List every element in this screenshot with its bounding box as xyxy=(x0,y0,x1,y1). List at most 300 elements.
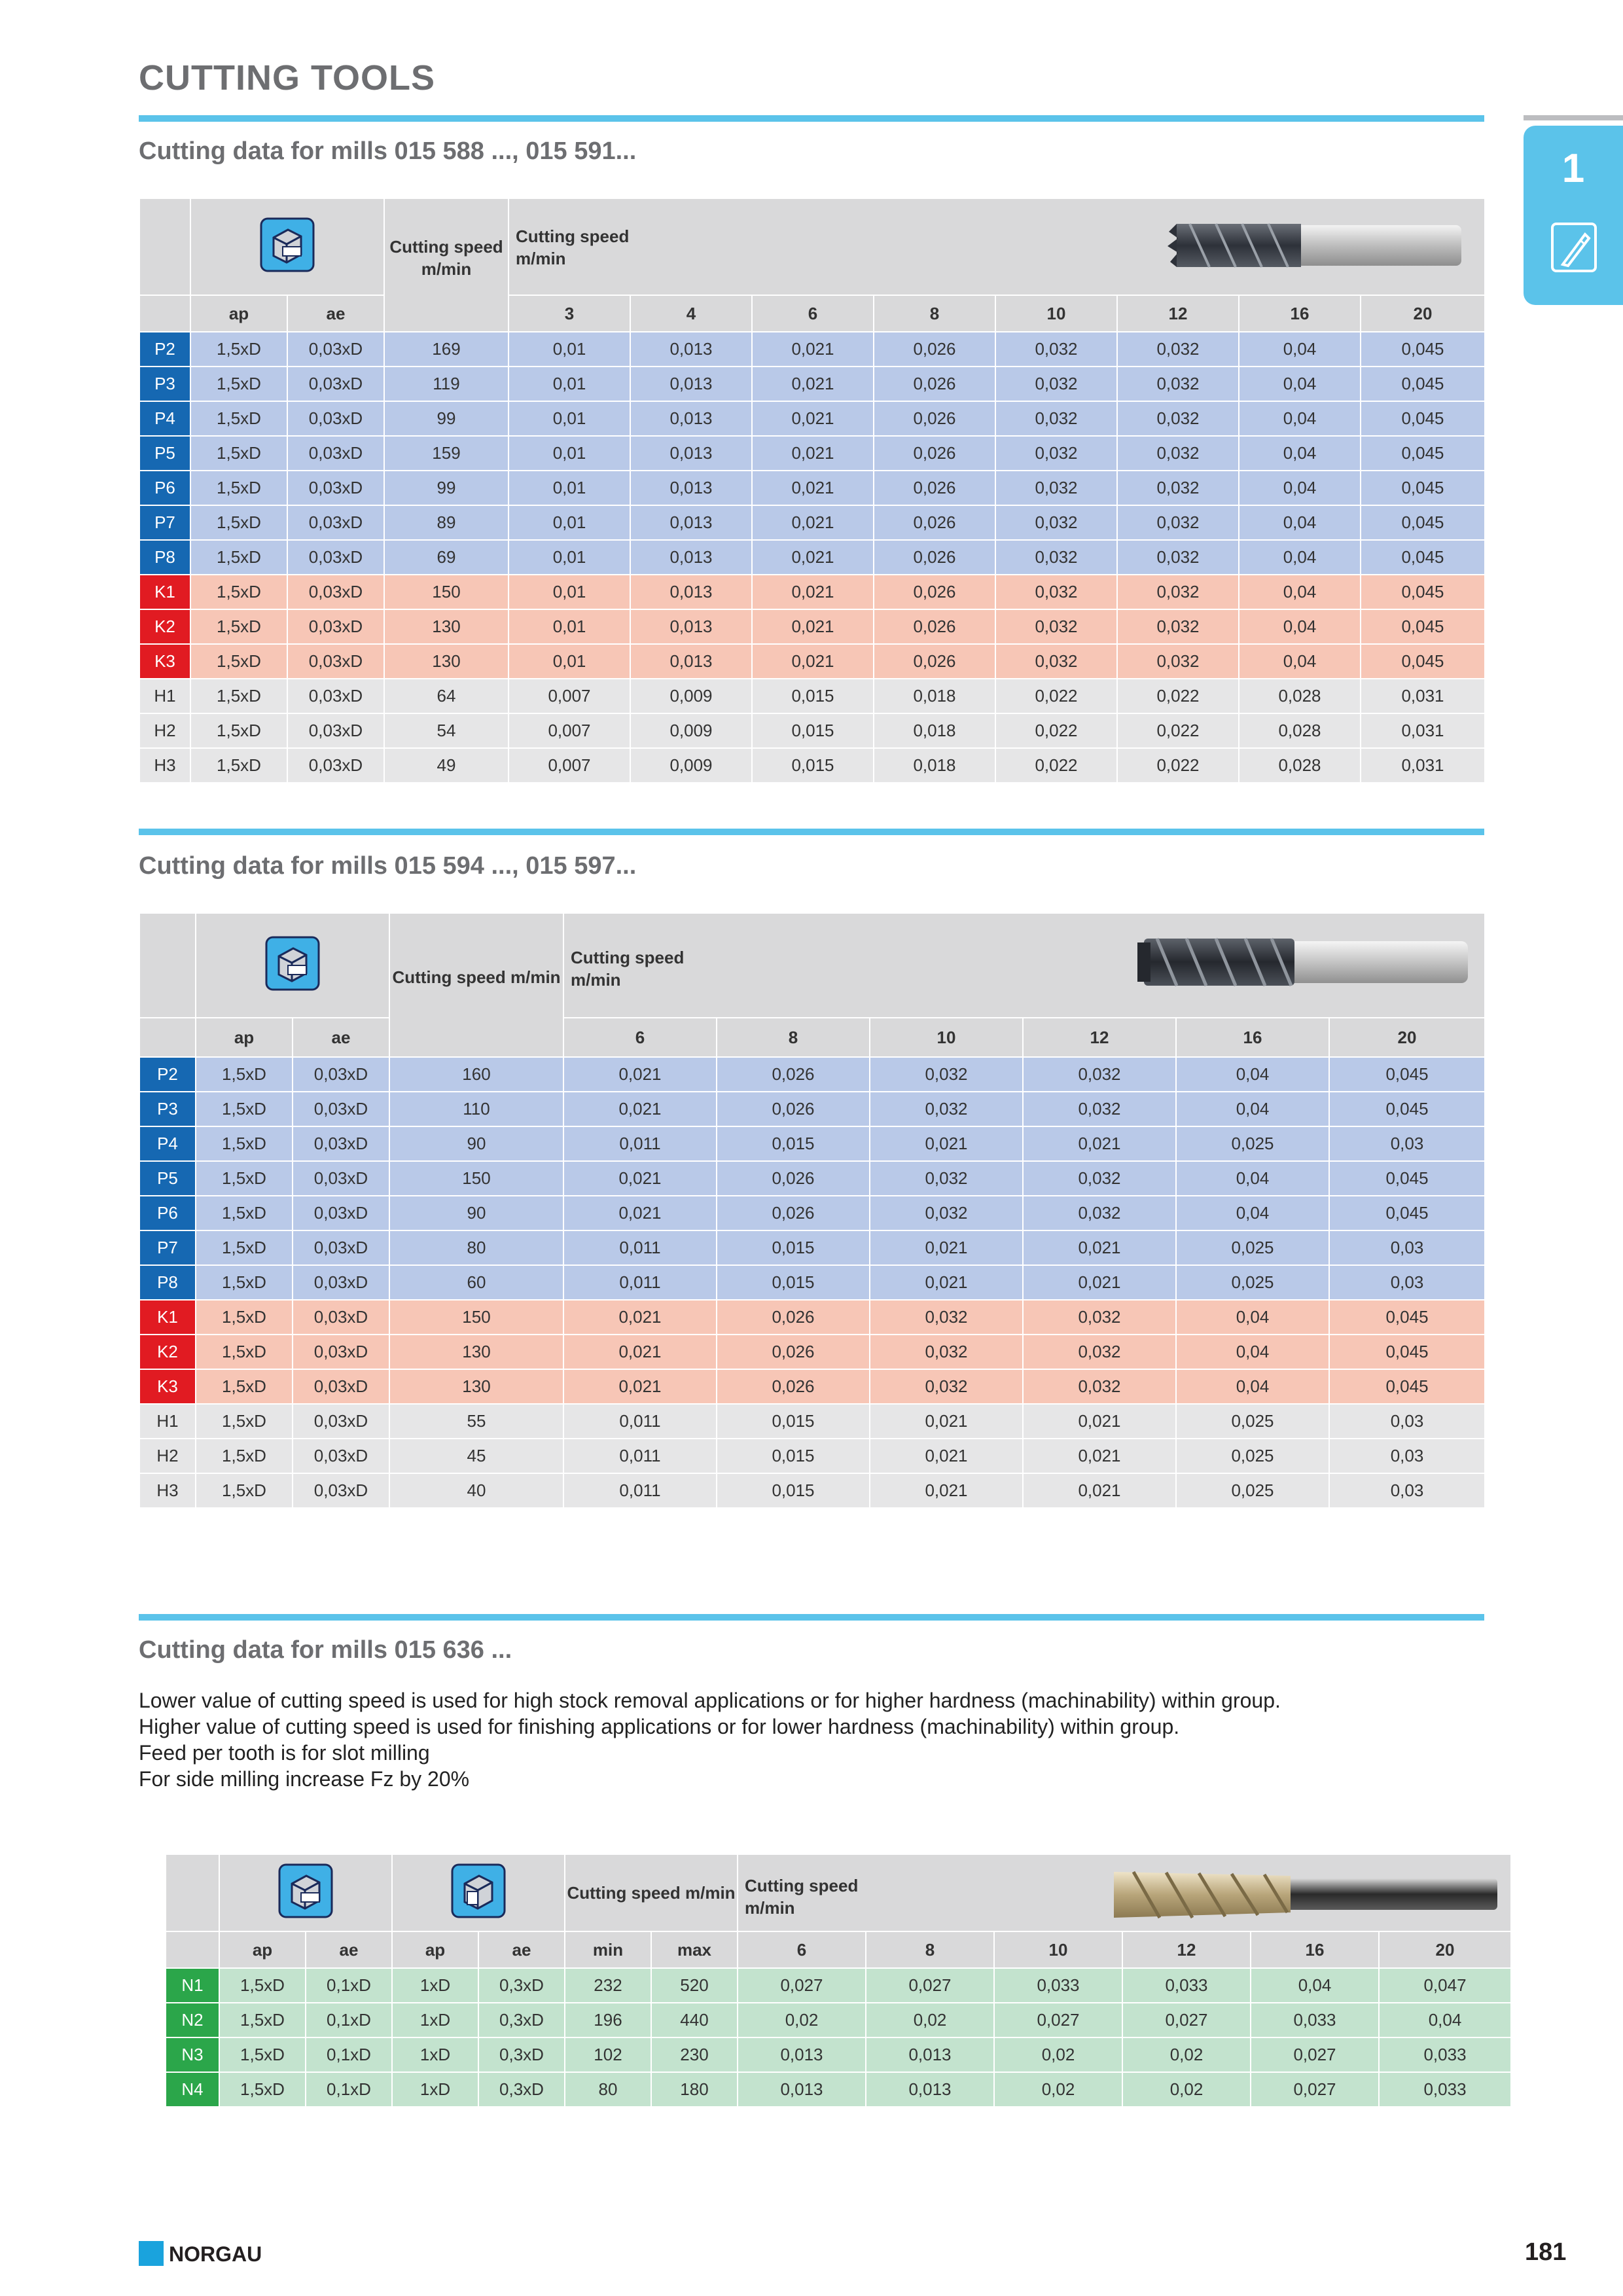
ae-header: ae xyxy=(287,295,384,332)
feed-per-tooth-value: 0,03 xyxy=(1329,1265,1485,1300)
brand-logo: NORGAU xyxy=(169,2242,262,2266)
cutting-speed-value: 150 xyxy=(384,575,508,609)
feed-per-tooth-value: 0,02 xyxy=(994,2072,1122,2107)
cutting-speed-value: 130 xyxy=(384,644,508,679)
feed-per-tooth-value: 0,028 xyxy=(1239,748,1361,783)
feed-per-tooth-value: 0,01 xyxy=(508,505,630,540)
feed-per-tooth-value: 0,04 xyxy=(1176,1369,1329,1404)
ae-value: 0,1xD xyxy=(306,1968,392,2003)
cutting-data-table-3 xyxy=(165,1854,1512,2108)
note-line: Feed per tooth is for slot milling xyxy=(139,1741,430,1765)
feed-per-tooth-value: 0,022 xyxy=(1117,713,1239,748)
ap-value: 1,5xD xyxy=(196,1439,293,1473)
table2-title: Cutting data for mills 015 594 ..., 015 597... xyxy=(139,852,637,880)
feed-per-tooth-value: 0,032 xyxy=(870,1196,1023,1230)
ae-value: 0,1xD xyxy=(306,2072,392,2107)
feed-per-tooth-value: 0,007 xyxy=(508,748,630,783)
ae-value: 0,03xD xyxy=(287,748,384,783)
feed-per-tooth-value: 0,021 xyxy=(752,575,874,609)
feed-per-tooth-value: 0,015 xyxy=(717,1473,870,1508)
material-code: H3 xyxy=(139,1473,196,1508)
feed-per-tooth-value: 0,021 xyxy=(563,1300,717,1335)
feed-per-tooth-value: 0,021 xyxy=(752,644,874,679)
feed-per-tooth-value: 0,026 xyxy=(717,1057,870,1092)
ap-value: 1,5xD xyxy=(190,609,287,644)
ap-value: 1,5xD xyxy=(190,679,287,713)
feed-per-tooth-value: 0,026 xyxy=(874,609,995,644)
table-row xyxy=(139,1057,1485,1092)
feed-per-tooth-value: 0,032 xyxy=(995,332,1117,367)
feed-per-tooth-value: 0,027 xyxy=(738,1968,866,2003)
feed-per-tooth-value: 0,045 xyxy=(1329,1369,1485,1404)
cutting-speed-header: Cutting speed m/min xyxy=(565,1854,738,1931)
ap-value: 1,5xD xyxy=(219,2003,306,2037)
cutting-speed-group-header xyxy=(563,913,1485,1018)
feed-per-tooth-value: 0,013 xyxy=(630,575,752,609)
cutting-speed-min: 80 xyxy=(565,2072,651,2107)
ap-value: 1,5xD xyxy=(219,2072,306,2107)
table-row xyxy=(166,2037,1511,2072)
feed-per-tooth-value: 0,009 xyxy=(630,679,752,713)
feed-per-tooth-value: 0,045 xyxy=(1361,505,1485,540)
feed-per-tooth-value: 0,015 xyxy=(752,713,874,748)
feed-per-tooth-value: 0,04 xyxy=(1176,1300,1329,1335)
feed-per-tooth-value: 0,045 xyxy=(1361,540,1485,575)
feed-per-tooth-value: 0,021 xyxy=(563,1092,717,1126)
feed-per-tooth-value: 0,021 xyxy=(752,540,874,575)
material-code: N3 xyxy=(166,2037,219,2072)
diameter-header: 16 xyxy=(1251,1931,1379,1968)
feed-per-tooth-value: 0,045 xyxy=(1361,332,1485,367)
note-line: For side milling increase Fz by 20% xyxy=(139,1767,470,1791)
feed-per-tooth-value: 0,03 xyxy=(1329,1439,1485,1473)
feed-per-tooth-value: 0,021 xyxy=(752,505,874,540)
feed-per-tooth-value: 0,021 xyxy=(752,436,874,471)
ap-value: 1,5xD xyxy=(190,644,287,679)
ae-value: 0,03xD xyxy=(287,679,384,713)
feed-per-tooth-value: 0,045 xyxy=(1361,436,1485,471)
feed-per-tooth-value: 0,04 xyxy=(1239,644,1361,679)
material-code: P5 xyxy=(139,436,190,471)
ae-value: 0,1xD xyxy=(306,2003,392,2037)
table-row xyxy=(139,1473,1485,1508)
ap-value: 1,5xD xyxy=(196,1126,293,1161)
tool-image-2 xyxy=(1131,927,1471,999)
feed-per-tooth-value: 0,045 xyxy=(1329,1196,1485,1230)
ae-header: ae xyxy=(306,1931,392,1968)
feed-per-tooth-value: 0,04 xyxy=(1176,1335,1329,1369)
feed-per-tooth-value: 0,026 xyxy=(717,1335,870,1369)
feed-per-tooth-value: 0,015 xyxy=(717,1404,870,1439)
material-code: H1 xyxy=(139,1404,196,1439)
material-code: P3 xyxy=(139,1092,196,1126)
feed-per-tooth-value: 0,04 xyxy=(1239,367,1361,401)
cutting-speed-value: 150 xyxy=(389,1161,563,1196)
feed-per-tooth-value: 0,04 xyxy=(1176,1092,1329,1126)
cutting-speed-value: 160 xyxy=(389,1057,563,1092)
feed-per-tooth-value: 0,015 xyxy=(717,1439,870,1473)
table1-title: Cutting data for mills 015 588 ..., 015 591... xyxy=(139,137,637,165)
feed-per-tooth-value: 0,022 xyxy=(995,713,1117,748)
cutting-speed-min: 102 xyxy=(565,2037,651,2072)
ae-value: 0,03xD xyxy=(287,575,384,609)
feed-per-tooth-value: 0,027 xyxy=(1251,2072,1379,2107)
ae-value: 0,03xD xyxy=(293,1092,389,1126)
note-line: Higher value of cutting speed is used for finishing applications or for lower hardness (machinability) within group. xyxy=(139,1715,1180,1738)
feed-per-tooth-value: 0,013 xyxy=(630,540,752,575)
cutting-speed-value: 45 xyxy=(389,1439,563,1473)
feed-per-tooth-value: 0,031 xyxy=(1361,748,1485,783)
material-code: P5 xyxy=(139,1161,196,1196)
ap-header: ap xyxy=(219,1931,306,1968)
material-code: P8 xyxy=(139,1265,196,1300)
feed-per-tooth-value: 0,026 xyxy=(874,367,995,401)
feed-per-tooth-value: 0,027 xyxy=(994,2003,1122,2037)
table2-body xyxy=(139,1057,1485,1508)
ap-value: 1,5xD xyxy=(196,1196,293,1230)
feed-per-tooth-value: 0,01 xyxy=(508,609,630,644)
feed-per-tooth-value: 0,033 xyxy=(1379,2072,1511,2107)
feed-per-tooth-value: 0,032 xyxy=(1023,1057,1176,1092)
feed-per-tooth-value: 0,026 xyxy=(874,471,995,505)
feed-per-tooth-value: 0,045 xyxy=(1361,644,1485,679)
ae-value: 0,03xD xyxy=(287,401,384,436)
feed-per-tooth-value: 0,04 xyxy=(1239,540,1361,575)
feed-per-tooth-value: 0,021 xyxy=(870,1404,1023,1439)
ae-value: 0,03xD xyxy=(287,644,384,679)
ap-value: 1,5xD xyxy=(196,1265,293,1300)
cutting-speed-value: 89 xyxy=(384,505,508,540)
ae-value: 0,3xD xyxy=(478,1968,565,2003)
min-header: min xyxy=(565,1931,651,1968)
cutting-speed-value: 119 xyxy=(384,367,508,401)
feed-per-tooth-value: 0,04 xyxy=(1239,609,1361,644)
ae-value: 0,03xD xyxy=(287,505,384,540)
feed-per-tooth-value: 0,015 xyxy=(752,679,874,713)
feed-per-tooth-value: 0,021 xyxy=(752,332,874,367)
table-row xyxy=(139,471,1485,505)
ap-value: 1,5xD xyxy=(190,540,287,575)
feed-per-tooth-value: 0,045 xyxy=(1361,367,1485,401)
table-row xyxy=(166,2003,1511,2037)
ae-value: 0,03xD xyxy=(293,1057,389,1092)
material-code: N2 xyxy=(166,2003,219,2037)
feed-per-tooth-value: 0,01 xyxy=(508,332,630,367)
side-milling-icon xyxy=(450,1863,507,1919)
material-code: H2 xyxy=(139,713,190,748)
feed-per-tooth-value: 0,04 xyxy=(1176,1196,1329,1230)
ap-value: 1,5xD xyxy=(196,1092,293,1126)
ae-value: 0,03xD xyxy=(293,1161,389,1196)
feed-per-tooth-value: 0,045 xyxy=(1329,1300,1485,1335)
ap-header: ap xyxy=(392,1931,478,1968)
table-row xyxy=(139,1369,1485,1404)
feed-per-tooth-value: 0,032 xyxy=(1117,367,1239,401)
feed-per-tooth-value: 0,027 xyxy=(1251,2037,1379,2072)
feed-per-tooth-value: 0,02 xyxy=(738,2003,866,2037)
material-code: K1 xyxy=(139,575,190,609)
table-row xyxy=(139,1265,1485,1300)
feed-per-tooth-value: 0,033 xyxy=(1251,2003,1379,2037)
diameter-header: 16 xyxy=(1239,295,1361,332)
diameter-header: 6 xyxy=(752,295,874,332)
feed-per-tooth-value: 0,045 xyxy=(1329,1057,1485,1092)
feed-per-tooth-value: 0,021 xyxy=(1023,1230,1176,1265)
cutting-speed-value: 150 xyxy=(389,1300,563,1335)
feed-per-tooth-value: 0,04 xyxy=(1176,1057,1329,1092)
feed-per-tooth-value: 0,031 xyxy=(1361,713,1485,748)
feed-per-tooth-value: 0,013 xyxy=(866,2037,994,2072)
cutting-speed-value: 54 xyxy=(384,713,508,748)
ae-value: 0,03xD xyxy=(287,436,384,471)
feed-per-tooth-value: 0,013 xyxy=(630,609,752,644)
feed-per-tooth-value: 0,01 xyxy=(508,575,630,609)
table-row xyxy=(139,713,1485,748)
ae-value: 0,03xD xyxy=(293,1196,389,1230)
feed-per-tooth-value: 0,013 xyxy=(630,505,752,540)
feed-per-tooth-value: 0,045 xyxy=(1361,471,1485,505)
table-row xyxy=(139,1335,1485,1369)
feed-per-tooth-value: 0,013 xyxy=(630,644,752,679)
ap-value: 1,5xD xyxy=(190,748,287,783)
feed-per-tooth-value: 0,045 xyxy=(1329,1335,1485,1369)
cutting-speed-value: 99 xyxy=(384,471,508,505)
feed-per-tooth-value: 0,032 xyxy=(995,575,1117,609)
feed-per-tooth-value: 0,04 xyxy=(1239,471,1361,505)
cutting-speed-value: 130 xyxy=(389,1369,563,1404)
feed-per-tooth-value: 0,013 xyxy=(630,367,752,401)
side-milling-icon-cell xyxy=(392,1854,565,1931)
cutting-speed-value: 40 xyxy=(389,1473,563,1508)
table-row xyxy=(166,2072,1511,2107)
feed-per-tooth-value: 0,022 xyxy=(1117,679,1239,713)
feed-per-tooth-value: 0,025 xyxy=(1176,1126,1329,1161)
diameter-header: 20 xyxy=(1361,295,1485,332)
ae-value: 0,03xD xyxy=(287,367,384,401)
ae-value: 0,03xD xyxy=(287,332,384,367)
cutting-speed-header: Cutting speed m/min xyxy=(389,913,563,1057)
feed-per-tooth-value: 0,032 xyxy=(1023,1092,1176,1126)
material-code: P8 xyxy=(139,540,190,575)
feed-per-tooth-value: 0,04 xyxy=(1239,436,1361,471)
ap-value: 1,5xD xyxy=(190,367,287,401)
slot-milling-icon-cell xyxy=(196,913,389,1018)
feed-per-tooth-value: 0,032 xyxy=(1023,1300,1176,1335)
feed-per-tooth-value: 0,033 xyxy=(1122,1968,1251,2003)
material-code: P3 xyxy=(139,367,190,401)
diameter-header: 20 xyxy=(1379,1931,1511,1968)
feed-per-tooth-value: 0,021 xyxy=(870,1230,1023,1265)
feed-per-tooth-value: 0,027 xyxy=(1122,2003,1251,2037)
feed-per-tooth-value: 0,032 xyxy=(1117,471,1239,505)
feed-per-tooth-value: 0,045 xyxy=(1361,575,1485,609)
feed-per-tooth-value: 0,032 xyxy=(995,471,1117,505)
diameter-header: 3 xyxy=(508,295,630,332)
cutting-speed-group-header xyxy=(738,1854,1511,1931)
feed-per-tooth-value: 0,021 xyxy=(870,1265,1023,1300)
feed-per-tooth-value: 0,045 xyxy=(1361,609,1485,644)
material-code: P4 xyxy=(139,1126,196,1161)
material-code: K2 xyxy=(139,609,190,644)
feed-per-tooth-value: 0,032 xyxy=(995,367,1117,401)
feed-per-tooth-value: 0,03 xyxy=(1329,1230,1485,1265)
feed-per-tooth-value: 0,026 xyxy=(874,332,995,367)
material-code: P7 xyxy=(139,505,190,540)
ap-value: 1,5xD xyxy=(190,332,287,367)
table1-body xyxy=(139,332,1485,783)
ae-value: 0,03xD xyxy=(293,1300,389,1335)
feed-per-tooth-value: 0,025 xyxy=(1176,1439,1329,1473)
diameter-header: 12 xyxy=(1023,1018,1176,1057)
feed-per-tooth-value: 0,032 xyxy=(1117,332,1239,367)
material-code: K1 xyxy=(139,1300,196,1335)
diameter-header: 12 xyxy=(1117,295,1239,332)
table-row xyxy=(139,1230,1485,1265)
feed-per-tooth-value: 0,032 xyxy=(1117,401,1239,436)
section-rule xyxy=(139,829,1484,835)
ap-value: 1,5xD xyxy=(196,1161,293,1196)
notes xyxy=(139,1687,1281,1792)
feed-per-tooth-value: 0,026 xyxy=(717,1092,870,1126)
cutting-speed-value: 110 xyxy=(389,1092,563,1126)
feed-per-tooth-value: 0,007 xyxy=(508,679,630,713)
feed-per-tooth-value: 0,032 xyxy=(870,1300,1023,1335)
feed-per-tooth-value: 0,031 xyxy=(1361,679,1485,713)
cutting-speed-value: 64 xyxy=(384,679,508,713)
material-code: H1 xyxy=(139,679,190,713)
feed-per-tooth-value: 0,033 xyxy=(994,1968,1122,2003)
cutting-speed-max: 520 xyxy=(651,1968,738,2003)
feed-per-tooth-value: 0,025 xyxy=(1176,1404,1329,1439)
feed-per-tooth-value: 0,009 xyxy=(630,713,752,748)
cutting-speed-value: 169 xyxy=(384,332,508,367)
slot-milling-icon-cell xyxy=(190,198,384,295)
feed-per-tooth-value: 0,021 xyxy=(870,1439,1023,1473)
feed-per-tooth-value: 0,032 xyxy=(1023,1369,1176,1404)
ap-value: 1,5xD xyxy=(190,713,287,748)
table-row xyxy=(139,575,1485,609)
table-row xyxy=(139,332,1485,367)
feed-per-tooth-value: 0,04 xyxy=(1251,1968,1379,2003)
cutting-speed-max: 180 xyxy=(651,2072,738,2107)
feed-per-tooth-value: 0,032 xyxy=(1023,1196,1176,1230)
ap-value: 1,5xD xyxy=(196,1230,293,1265)
ap-value: 1,5xD xyxy=(190,505,287,540)
ae-value: 0,3xD xyxy=(478,2003,565,2037)
feed-per-tooth-value: 0,013 xyxy=(738,2037,866,2072)
feed-per-tooth-value: 0,032 xyxy=(1117,540,1239,575)
tool-image-1 xyxy=(1164,212,1465,278)
feed-per-tooth-value: 0,027 xyxy=(866,1968,994,2003)
table-row xyxy=(139,679,1485,713)
material-code: P6 xyxy=(139,471,190,505)
table-row xyxy=(139,1404,1485,1439)
ap-value: 1,5xD xyxy=(196,1335,293,1369)
feed-per-tooth-value: 0,021 xyxy=(563,1161,717,1196)
feed-per-tooth-value: 0,02 xyxy=(866,2003,994,2037)
feed-per-tooth-value: 0,032 xyxy=(870,1335,1023,1369)
chapter-number: 1 xyxy=(1561,146,1585,191)
cutting-speed-min: 196 xyxy=(565,2003,651,2037)
slot-milling-icon-cell xyxy=(219,1854,392,1931)
cutting-speed-group-label: Cutting speed m/min xyxy=(745,1876,859,1918)
ae-value: 0,03xD xyxy=(293,1335,389,1369)
ae-value: 0,03xD xyxy=(293,1369,389,1404)
feed-per-tooth-value: 0,032 xyxy=(1117,436,1239,471)
feed-per-tooth-value: 0,03 xyxy=(1329,1473,1485,1508)
feed-per-tooth-value: 0,018 xyxy=(874,748,995,783)
feed-per-tooth-value: 0,028 xyxy=(1239,679,1361,713)
cutting-speed-value: 60 xyxy=(389,1265,563,1300)
diameter-header: 20 xyxy=(1329,1018,1485,1057)
diameter-header: 4 xyxy=(630,295,752,332)
feed-per-tooth-value: 0,026 xyxy=(717,1369,870,1404)
feed-per-tooth-value: 0,013 xyxy=(630,471,752,505)
feed-per-tooth-value: 0,021 xyxy=(1023,1265,1176,1300)
cutting-speed-value: 99 xyxy=(384,401,508,436)
ae-value: 0,03xD xyxy=(293,1126,389,1161)
slot-milling-icon xyxy=(259,217,315,273)
diameter-header: 10 xyxy=(994,1931,1122,1968)
feed-per-tooth-value: 0,015 xyxy=(717,1126,870,1161)
feed-per-tooth-value: 0,011 xyxy=(563,1473,717,1508)
feed-per-tooth-value: 0,01 xyxy=(508,644,630,679)
ap-value: 1,5xD xyxy=(196,1473,293,1508)
ap-value: 1,5xD xyxy=(196,1057,293,1092)
feed-per-tooth-value: 0,022 xyxy=(1117,748,1239,783)
ae-header: ae xyxy=(293,1018,389,1057)
feed-per-tooth-value: 0,01 xyxy=(508,436,630,471)
feed-per-tooth-value: 0,021 xyxy=(752,471,874,505)
table-row xyxy=(139,1092,1485,1126)
cutting-speed-header: Cutting speed m/min xyxy=(384,198,508,332)
table-row xyxy=(139,748,1485,783)
ap-value: 1xD xyxy=(392,2072,478,2107)
max-header: max xyxy=(651,1931,738,1968)
ap-value: 1xD xyxy=(392,1968,478,2003)
feed-per-tooth-value: 0,021 xyxy=(870,1473,1023,1508)
feed-per-tooth-value: 0,015 xyxy=(752,748,874,783)
feed-per-tooth-value: 0,011 xyxy=(563,1439,717,1473)
feed-per-tooth-value: 0,026 xyxy=(874,436,995,471)
feed-per-tooth-value: 0,026 xyxy=(717,1196,870,1230)
cutting-data-table-2 xyxy=(139,912,1486,1509)
cutting-speed-value: 130 xyxy=(384,609,508,644)
feed-per-tooth-value: 0,047 xyxy=(1379,1968,1511,2003)
cutting-speed-value: 90 xyxy=(389,1126,563,1161)
feed-per-tooth-value: 0,007 xyxy=(508,713,630,748)
ap-value: 1,5xD xyxy=(190,401,287,436)
ae-value: 0,03xD xyxy=(287,609,384,644)
feed-per-tooth-value: 0,011 xyxy=(563,1265,717,1300)
ap-value: 1,5xD xyxy=(219,1968,306,2003)
ap-value: 1,5xD xyxy=(196,1300,293,1335)
table-row xyxy=(139,401,1485,436)
table-row xyxy=(139,1126,1485,1161)
feed-per-tooth-value: 0,032 xyxy=(1117,575,1239,609)
feed-per-tooth-value: 0,026 xyxy=(717,1300,870,1335)
title-rule xyxy=(139,115,1484,122)
feed-per-tooth-value: 0,009 xyxy=(630,748,752,783)
feed-per-tooth-value: 0,03 xyxy=(1329,1404,1485,1439)
feed-per-tooth-value: 0,01 xyxy=(508,540,630,575)
feed-per-tooth-value: 0,021 xyxy=(563,1057,717,1092)
feed-per-tooth-value: 0,01 xyxy=(508,401,630,436)
feed-per-tooth-value: 0,032 xyxy=(995,505,1117,540)
cutting-speed-value: 90 xyxy=(389,1196,563,1230)
ap-value: 1,5xD xyxy=(190,436,287,471)
ae-value: 0,1xD xyxy=(306,2037,392,2072)
